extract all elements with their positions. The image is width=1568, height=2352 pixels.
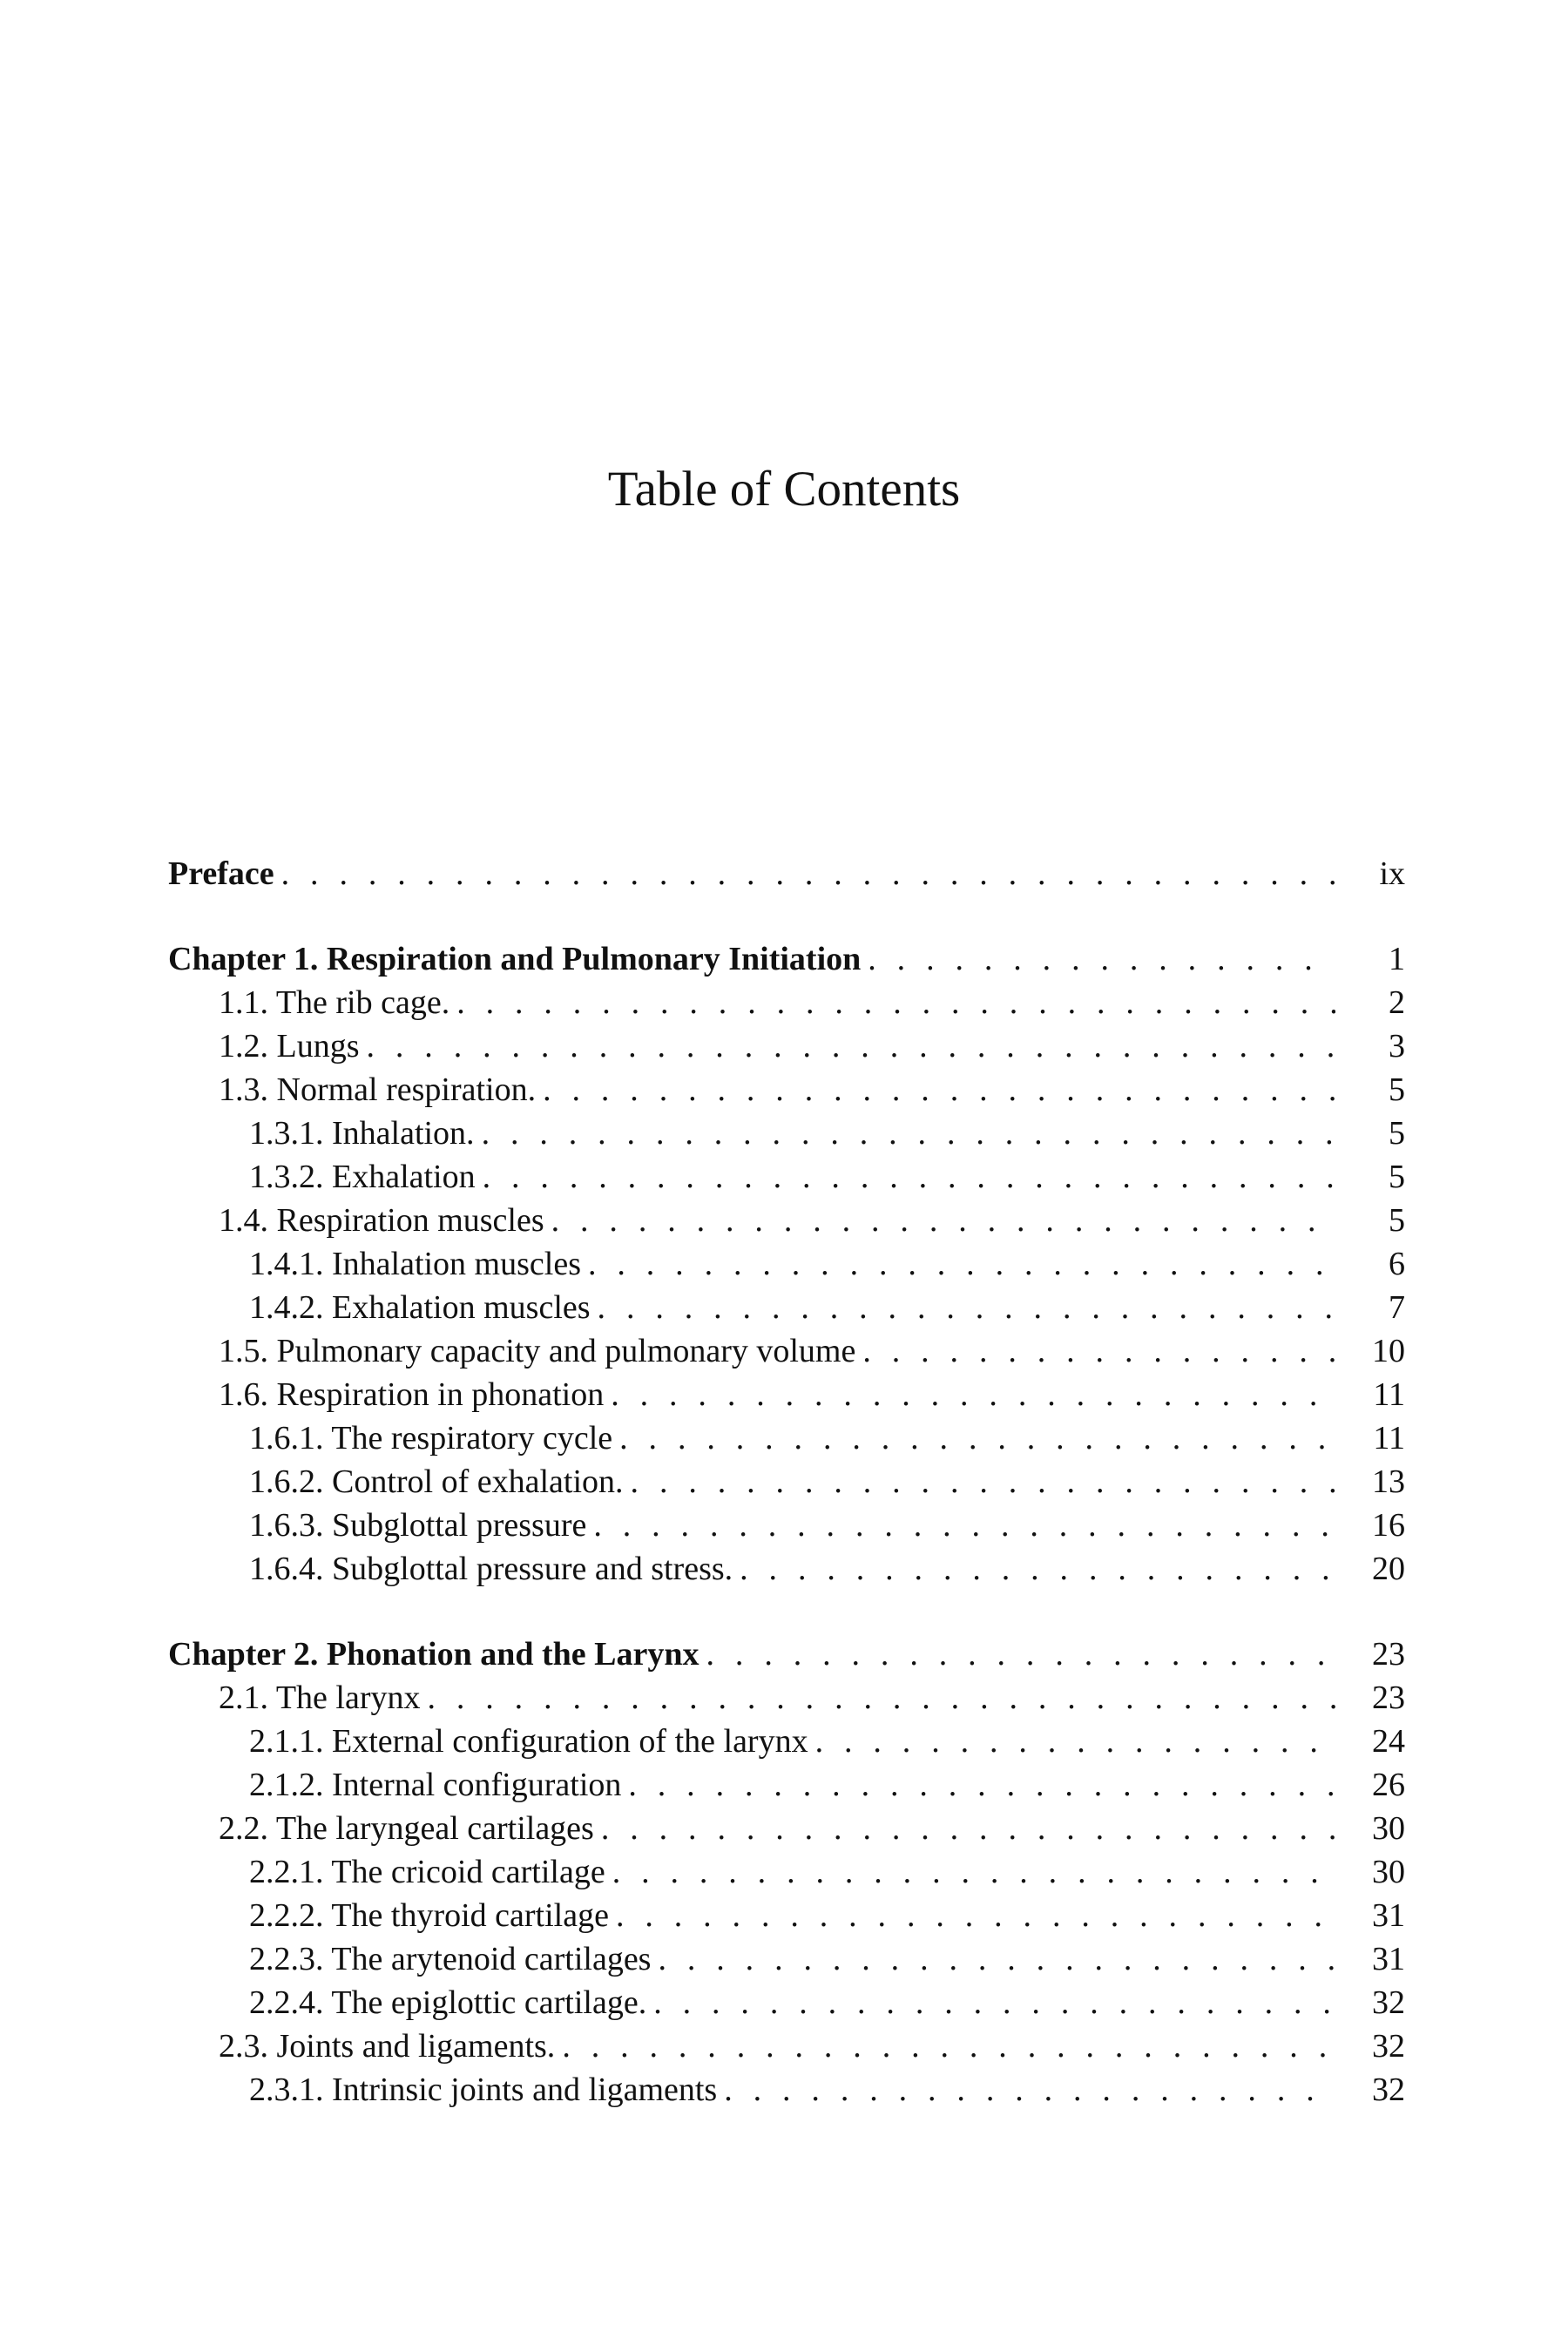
dot-leader	[706, 1632, 1335, 1676]
toc-entry-page: 31	[1372, 1941, 1405, 1977]
toc-entry-page: 1	[1389, 941, 1405, 977]
dot-leader	[653, 1981, 1335, 2024]
dot-leader	[628, 1763, 1335, 1807]
toc-entry-label: 1.3.2. Exhalation	[249, 1155, 476, 1199]
toc-entry-section[interactable]	[168, 1676, 1405, 1720]
dot-leader	[281, 852, 1335, 896]
toc-entry-page: 6	[1389, 1246, 1405, 1282]
toc-entry-page: ix	[1379, 855, 1405, 892]
toc-entry-subsection[interactable]	[168, 1155, 1405, 1199]
toc-entry-label: 1.6.2. Control of exhalation.	[249, 1460, 624, 1504]
toc-entry-subsection[interactable]	[168, 1894, 1405, 1937]
toc-entry-section[interactable]	[168, 2024, 1405, 2068]
toc-entry-subsection[interactable]	[168, 1460, 1405, 1504]
dot-leader	[724, 2068, 1335, 2112]
dot-leader	[482, 1112, 1335, 1155]
toc-entry-page: 32	[1372, 2072, 1405, 2108]
table-of-contents	[168, 852, 1405, 2112]
dot-leader	[483, 1155, 1335, 1199]
toc-entry-section[interactable]	[168, 1068, 1405, 1112]
toc-entry-page: 24	[1372, 1723, 1405, 1760]
toc-entry-label: 1.4.1. Inhalation muscles	[249, 1242, 581, 1286]
toc-entry-section[interactable]	[168, 1807, 1405, 1850]
toc-entry-label: 1.3. Normal respiration.	[219, 1068, 536, 1112]
toc-entry-subsection[interactable]	[168, 1242, 1405, 1286]
toc-entry-label: 1.4. Respiration muscles	[219, 1199, 544, 1242]
dot-leader	[740, 1547, 1335, 1591]
toc-entry-subsection[interactable]	[168, 1416, 1405, 1460]
toc-entry-label: 1.6.1. The respiratory cycle	[249, 1416, 612, 1460]
dot-leader	[551, 1199, 1335, 1242]
toc-entry-subsection[interactable]	[168, 1112, 1405, 1155]
toc-entry-page: 30	[1372, 1810, 1405, 1847]
toc-entry-page: 7	[1389, 1289, 1405, 1326]
toc-entry-page: 13	[1372, 1463, 1405, 1500]
toc-entry-page: 16	[1372, 1507, 1405, 1544]
toc-entry-section[interactable]	[168, 981, 1405, 1024]
dot-leader	[601, 1807, 1335, 1850]
toc-entry-page: 3	[1389, 1028, 1405, 1064]
toc-entry-page: 20	[1372, 1551, 1405, 1587]
toc-entry-label: 2.2.1. The cricoid cartilage	[249, 1850, 605, 1894]
dot-leader	[427, 1676, 1335, 1720]
toc-entry-page: 30	[1372, 1854, 1405, 1890]
toc-entry-page: 31	[1372, 1897, 1405, 1934]
dot-leader	[598, 1286, 1335, 1329]
toc-entry-page: 11	[1373, 1420, 1405, 1456]
page-title: Table of Contents	[607, 462, 961, 517]
toc-entry-subsection[interactable]	[168, 1504, 1405, 1547]
toc-entry-page: 10	[1372, 1333, 1405, 1369]
dot-leader	[631, 1460, 1335, 1504]
toc-entry-page: 26	[1372, 1767, 1405, 1803]
toc-entry-section[interactable]	[168, 1199, 1405, 1242]
toc-entry-label: 1.5. Pulmonary capacity and pulmonary volume	[219, 1329, 855, 1373]
toc-entry-subsection[interactable]	[168, 1850, 1405, 1894]
toc-entry-section[interactable]	[168, 1329, 1405, 1373]
toc-entry-chapter-1[interactable]	[168, 937, 1405, 981]
dot-leader	[367, 1024, 1336, 1068]
dot-leader	[593, 1504, 1335, 1547]
toc-entry-label: Preface	[168, 852, 274, 896]
toc-entry-page: 11	[1373, 1376, 1405, 1413]
dot-leader	[616, 1894, 1335, 1937]
dot-leader	[619, 1416, 1335, 1460]
toc-entry-label: 1.3.1. Inhalation.	[249, 1112, 475, 1155]
dot-leader	[815, 1720, 1335, 1763]
toc-entry-section[interactable]	[168, 1024, 1405, 1068]
toc-entry-label: 2.3.1. Intrinsic joints and ligaments	[249, 2068, 717, 2112]
toc-entry-section[interactable]	[168, 1373, 1405, 1416]
toc-entry-page: 5	[1389, 1071, 1405, 1108]
toc-entry-subsection[interactable]	[168, 1720, 1405, 1763]
toc-entry-page: 32	[1372, 1984, 1405, 2021]
toc-entry-label: 1.2. Lungs	[219, 1024, 360, 1068]
toc-entry-label: Chapter 1. Respiration and Pulmonary Initiation	[168, 937, 861, 981]
dot-leader	[543, 1068, 1335, 1112]
dot-leader	[611, 1373, 1335, 1416]
toc-entry-subsection[interactable]	[168, 1547, 1405, 1591]
toc-entry-label: 2.2.4. The epiglottic cartilage.	[249, 1981, 646, 2024]
toc-entry-subsection[interactable]	[168, 1937, 1405, 1981]
toc-entry-subsection[interactable]	[168, 2068, 1405, 2112]
toc-entry-page: 5	[1389, 1202, 1405, 1239]
toc-entry-page: 32	[1372, 2028, 1405, 2065]
toc-entry-label: Chapter 2. Phonation and the Larynx	[168, 1632, 700, 1676]
toc-entry-subsection[interactable]	[168, 1286, 1405, 1329]
toc-entry-page: 2	[1389, 984, 1405, 1021]
toc-entry-label: 2.3. Joints and ligaments.	[219, 2024, 555, 2068]
toc-entry-label: 2.1. The larynx	[219, 1676, 420, 1720]
toc-entry-label: 1.1. The rib cage.	[219, 981, 449, 1024]
dot-leader	[588, 1242, 1335, 1286]
toc-entry-label: 2.2.3. The arytenoid cartilages	[249, 1937, 651, 1981]
toc-entry-label: 2.2.2. The thyroid cartilage	[249, 1894, 609, 1937]
toc-entry-label: 1.6.4. Subglottal pressure and stress.	[249, 1547, 733, 1591]
dot-leader	[868, 937, 1335, 981]
dot-leader	[456, 981, 1335, 1024]
toc-entry-page: 5	[1389, 1159, 1405, 1195]
dot-leader	[658, 1937, 1335, 1981]
dot-leader	[562, 2024, 1335, 2068]
toc-entry-label: 2.1.1. External configuration of the larynx	[249, 1720, 808, 1763]
toc-entry-label: 1.6. Respiration in phonation	[219, 1373, 604, 1416]
toc-entry-label: 2.1.2. Internal configuration	[249, 1763, 621, 1807]
toc-entry-subsection[interactable]	[168, 1763, 1405, 1807]
toc-entry-label: 1.6.3. Subglottal pressure	[249, 1504, 586, 1547]
toc-entry-label: 2.2. The laryngeal cartilages	[219, 1807, 594, 1850]
toc-entry-page: 23	[1372, 1680, 1405, 1716]
toc-entry-label: 1.4.2. Exhalation muscles	[249, 1286, 591, 1329]
dot-leader	[612, 1850, 1335, 1894]
toc-entry-chapter-2[interactable]	[168, 1632, 1405, 1676]
toc-entry-page: 23	[1372, 1636, 1405, 1673]
dot-leader	[862, 1329, 1335, 1373]
toc-entry-page: 5	[1389, 1115, 1405, 1152]
toc-entry-preface[interactable]	[168, 852, 1405, 896]
toc-entry-subsection[interactable]	[168, 1981, 1405, 2024]
